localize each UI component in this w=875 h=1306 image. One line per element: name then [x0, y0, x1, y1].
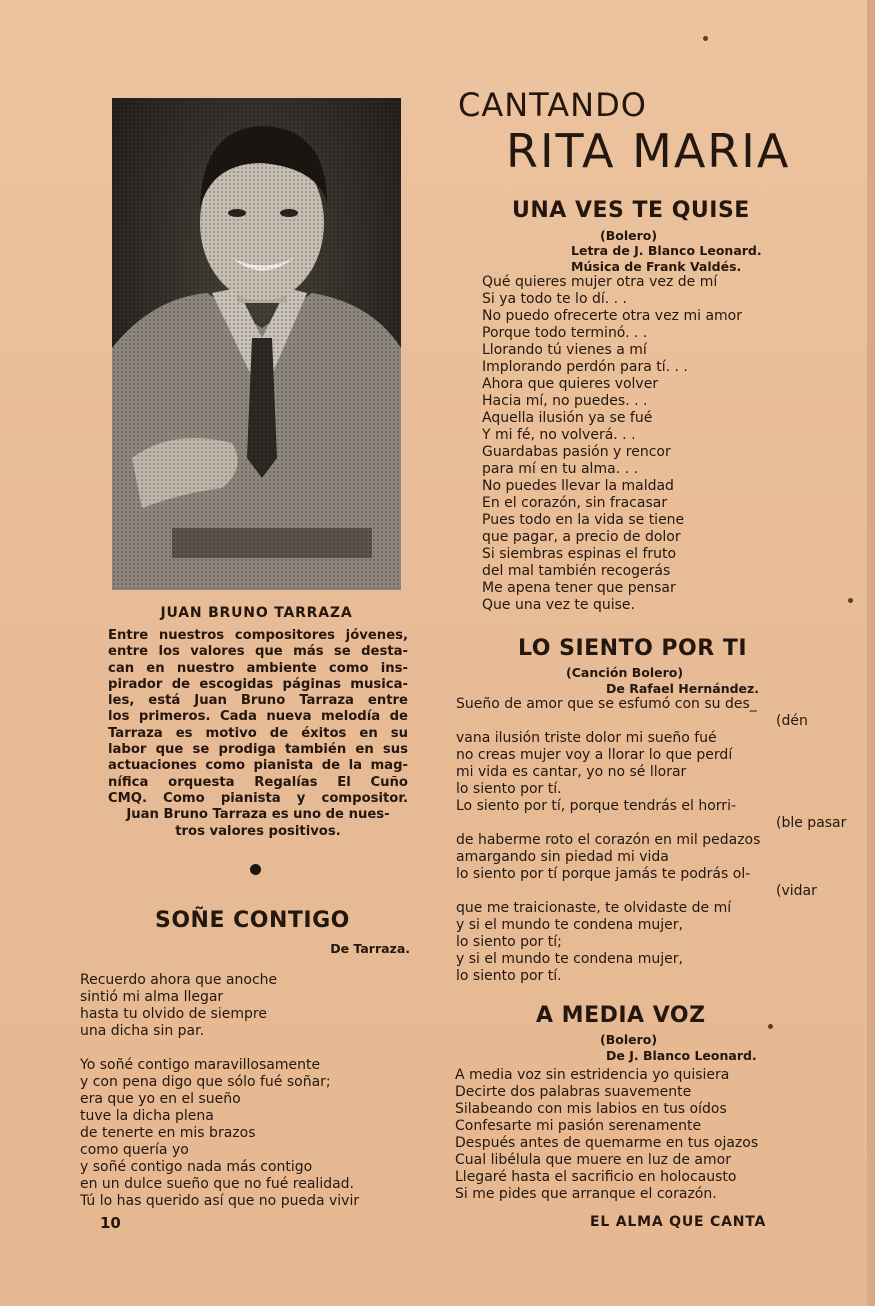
section-bullet	[250, 864, 261, 875]
lyric-line: Llorando tú vienes a mí	[482, 342, 647, 358]
lyric-line: del mal también recogerás	[482, 563, 671, 579]
lyric-line: hasta tu olvido de siempre	[80, 1006, 267, 1022]
bio-line: Juan Bruno Tarraza es uno de nues-	[126, 807, 390, 823]
bio-line: labor que se prodiga también en sus	[108, 742, 408, 758]
lyrics-stanza	[80, 1057, 450, 1210]
magazine-footer: EL ALMA QUE CANTA	[590, 1214, 767, 1230]
bio-line: nífica orquesta Regalías El Cuño	[108, 774, 408, 790]
lyric-line: vana ilusión triste dolor mi sueño fué	[456, 730, 717, 746]
header-artist: RITA MARIA	[506, 124, 791, 178]
lyric-line: Qué quieres mujer otra vez de mí	[482, 274, 718, 290]
paper-speck	[703, 36, 708, 41]
lyrics-sone-contigo	[80, 972, 450, 1210]
bio-line: can en nuestro ambiente como ins-	[108, 660, 408, 676]
lyric-line: amargando sin piedad mi vida	[456, 849, 669, 865]
bio-line: Entre nuestros compositores jóvenes,	[108, 628, 408, 643]
lyrics-media-voz	[455, 1067, 758, 1203]
lyric-line: Si ya todo te lo dí. . .	[482, 291, 627, 307]
lyric-line: No puedes llevar la maldad	[482, 478, 674, 494]
lyric-line: para mí en tu alma. . .	[482, 461, 638, 477]
lyric-line: Yo soñé contigo maravillosamente	[80, 1057, 321, 1073]
lyric-line: lo siento por tí porque jamás te podrás ol-	[456, 866, 751, 882]
lyric-line: de tenerte en mis brazos	[80, 1125, 256, 1141]
page-number: 10	[100, 1214, 121, 1232]
lyric-line: Guardabas pasión y rencor	[482, 444, 671, 460]
lyric-line: como quería yo	[80, 1142, 189, 1158]
lyric-line-continuation: (ble pasar	[776, 815, 847, 831]
lyric-line: Recuerdo ahora que anoche	[80, 972, 278, 988]
lyric-line: Porque todo terminó. . .	[482, 325, 648, 341]
lyrics-stanza	[80, 972, 450, 1040]
lyric-line: No puedo ofrecerte otra vez mi amor	[482, 308, 742, 324]
song-title-lo-siento: LO SIENTO POR TI	[518, 636, 748, 661]
song-genre-media-voz: (Bolero)	[600, 1032, 658, 1047]
header-cantando: CANTANDO	[458, 86, 647, 124]
song-title-media-voz: A MEDIA VOZ	[536, 1003, 706, 1028]
portrait-photo	[112, 98, 401, 590]
portrait-image	[112, 98, 401, 590]
lyrics-una-ves	[482, 274, 742, 614]
page-edge	[867, 0, 875, 1306]
profile-bio	[108, 628, 408, 840]
song-title-una-ves: UNA VES TE QUISE	[512, 198, 750, 223]
lyric-line: Me apena tener que pensar	[482, 580, 676, 596]
song-author-media-voz: De J. Blanco Leonard.	[606, 1048, 757, 1063]
lyric-line: Y mi fé, no volverá. . .	[482, 427, 636, 443]
bio-line: pirador de escogidas páginas musica-	[108, 676, 408, 692]
bio-line: tros valores positivos.	[175, 823, 341, 839]
lyric-line: Lo siento por tí, porque tendrás el horri-	[456, 798, 737, 814]
lyric-line: era que yo en el sueño	[80, 1091, 241, 1107]
lyric-line: Confesarte mi pasión serenamente	[455, 1118, 702, 1134]
lyric-line: Si me pides que arranque el corazón.	[455, 1186, 717, 1202]
lyric-line: Llegaré hasta el sacrificio en holocausto	[455, 1169, 737, 1185]
lyric-line: no creas mujer voy a llorar lo que perdí	[456, 747, 733, 763]
paper-speck	[768, 1024, 773, 1029]
song-genre-una-ves: (Bolero)	[600, 228, 658, 243]
lyric-line: lo siento por tí;	[456, 934, 562, 950]
lyric-line: tuve la dicha plena	[80, 1108, 214, 1124]
song-author-sone-contigo: De Tarraza.	[330, 941, 410, 956]
bio-line: CMQ. Como pianista y compositor.	[108, 790, 408, 806]
song-genre-lo-siento: (Canción Bolero)	[566, 665, 684, 680]
lyric-line: Ahora que quieres volver	[482, 376, 659, 392]
song-title-sone-contigo: SOÑE CONTIGO	[155, 908, 350, 933]
lyric-line: de haberme roto el corazón en mil pedazos	[456, 832, 761, 848]
lyric-line: y si el mundo te condena mujer,	[456, 951, 683, 967]
lyric-line: Decirte dos palabras suavemente	[455, 1084, 692, 1100]
lyric-line: mi vida es cantar, yo no sé llorar	[456, 764, 687, 780]
lyric-line-continuation: (vidar	[776, 883, 817, 899]
lyric-line: A media voz sin estridencia yo quisiera	[455, 1067, 730, 1083]
song-lyricist-una-ves: Letra de J. Blanco Leonard.	[571, 243, 762, 258]
lyric-line: Pues todo en la vida se tiene	[482, 512, 685, 528]
song-composer-una-ves: Música de Frank Valdés.	[571, 259, 742, 274]
photo-caption-name: JUAN BRUNO TARRAZA	[160, 605, 353, 621]
lyric-line: que me traicionaste, te olvidaste de mí	[456, 900, 732, 916]
lyric-line: y con pena digo que sólo fué soñar;	[80, 1074, 331, 1090]
lyric-line: En el corazón, sin fracasar	[482, 495, 668, 511]
lyric-line: en un dulce sueño que no fué realidad.	[80, 1176, 355, 1192]
lyric-line: Cual libélula que muere en luz de amor	[455, 1152, 731, 1168]
bio-line: les, está Juan Bruno Tarraza entre	[108, 693, 408, 709]
bio-line: actuaciones como pianista de la mag-	[108, 758, 408, 774]
bio-line: Tarraza es motivo de éxitos en su	[108, 725, 408, 741]
lyric-line: Que una vez te quise.	[482, 597, 635, 613]
lyric-line-continuation: (dén	[776, 713, 808, 729]
lyric-line: y soñé contigo nada más contigo	[80, 1159, 313, 1175]
bio-line: entre los valores que más se desta-	[108, 644, 408, 660]
lyric-line: Si siembras espinas el fruto	[482, 546, 677, 562]
lyric-line: Hacia mí, no puedes. . .	[482, 393, 648, 409]
lyric-line: Después antes de quemarme en tus ojazos	[455, 1135, 759, 1151]
song-author-lo-siento: De Rafael Hernández.	[606, 681, 760, 696]
lyric-line: Tú lo has querido así que no pueda vivir	[80, 1193, 360, 1209]
lyrics-lo-siento	[456, 696, 846, 985]
lyric-line: lo siento por tí.	[456, 781, 562, 797]
lyric-line: Implorando perdón para tí. . .	[482, 359, 688, 375]
lyric-line: lo siento por tí.	[456, 968, 562, 984]
lyric-line: que pagar, a precio de dolor	[482, 529, 681, 545]
lyric-line: sintió mi alma llegar	[80, 989, 224, 1005]
bio-line: los primeros. Cada nueva melodía de	[108, 709, 408, 725]
lyric-line: Sueño de amor que se esfumó con su des_	[456, 696, 757, 712]
lyric-line: y si el mundo te condena mujer,	[456, 917, 683, 933]
lyric-line: Silabeando con mis labios en tus oídos	[455, 1101, 727, 1117]
lyric-line: Aquella ilusión ya se fué	[482, 410, 653, 426]
lyric-line: una dicha sin par.	[80, 1023, 205, 1039]
paper-speck	[848, 598, 853, 603]
